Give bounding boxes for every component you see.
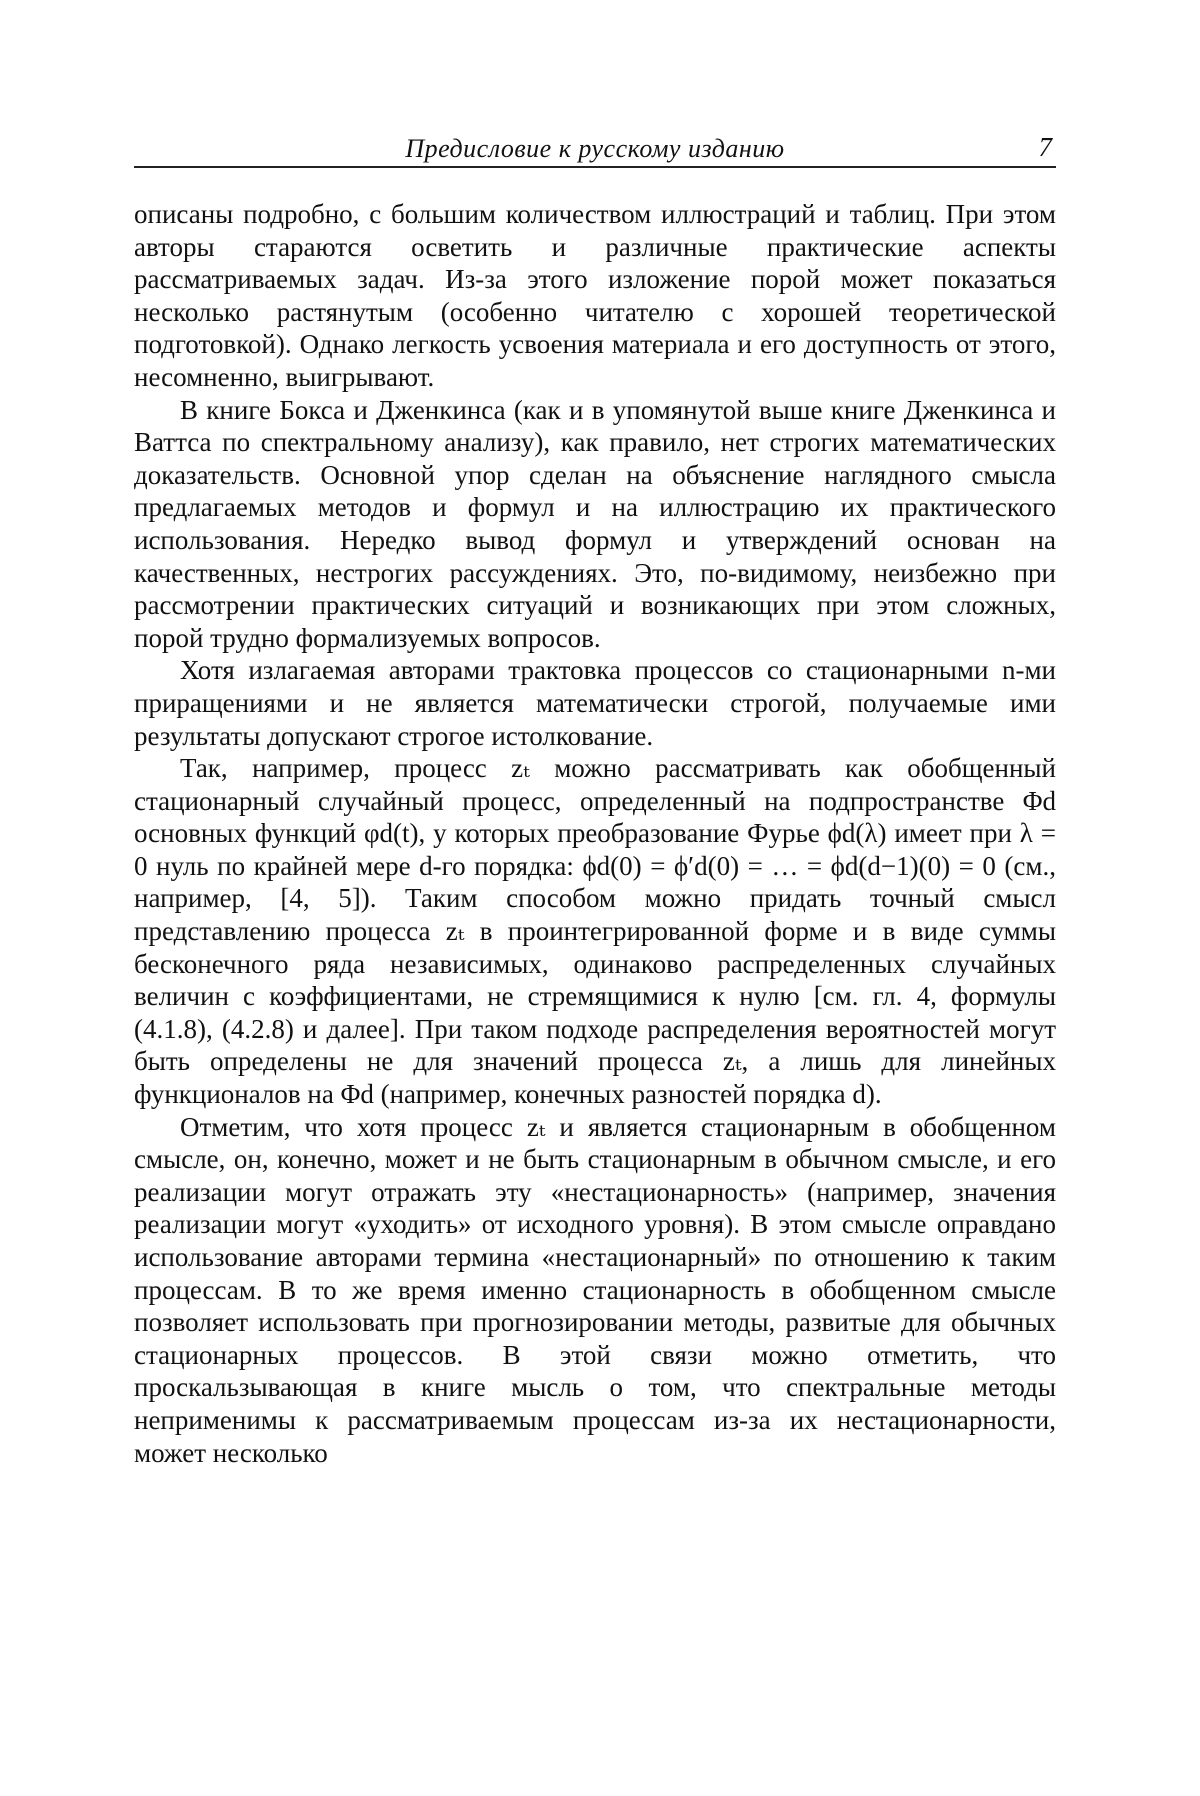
paragraph-4: Так, например, процесс zₜ можно рассматривать как обобщенный стационарный случайный процесс, определенный на подпространстве Φd основных функций φd(t), у которых преобразование Фурье ϕd(λ) имеет при λ = 0 нуль по крайней мере d-го порядка: ϕd(0) = ϕ′d(0) = … = ϕd(d−1)(0) = 0 (см., например, [4, 5]). Таким способом можно придать точный смысл представлению процесса zₜ в проинтегрированной форме и в виде суммы бесконечного ряда независимых, одинаково распределенных случайных величин с коэффициентами, не стремящимися к нулю [см. гл. 4, формулы (4.1.8), (4.2.8) и далее]. При таком подходе распределения вероятностей могут быть определены не для значений процесса zₜ, а лишь для линейных функционалов на Φd (например, конечных разностей порядка d). [134, 753, 1056, 1110]
page-number: 7 [1038, 132, 1052, 162]
paragraph-3: Хотя излагаемая авторами трактовка процессов со стационарными n-ми приращениями и не является математически строгой, получаемые ими результаты допускают строгое истолкование. [134, 655, 1056, 751]
paragraph-5: Отметим, что хотя процесс zₜ и является стационарным в обобщенном смысле, он, конечно, может и не быть стационарным в обычном смысле, и его реализации могут отражать эту «нестационарность» (например, значения реализации могут «уходить» от исходного уровня). В этом смысле оправдано использование авторами термина «нестационарный» по отношению к таким процессам. В то же время именно стационарность в обобщенном смысле позволяет использовать при прогнозировании методы, развитые для обычных стационарных процессов. В этой связи можно отметить, что проскальзывающая в книге мысль о том, что спектральные методы неприменимы к рассматриваемым процессам из-за их нестационарности, может несколько [134, 1111, 1056, 1468]
body-text [134, 198, 1056, 1469]
book-page [134, 130, 1056, 1469]
paragraph-2: В книге Бокса и Дженкинса (как и в упомянутой выше книге Дженкинса и Ваттса по спектральному анализу), как правило, нет строгих математических доказательств. Основной упор сделан на объяснение наглядного смысла предлагаемых методов и формул и на иллюстрацию их практического использования. Нередко вывод формул и утверждений основан на качественных, нестрогих рассуждениях. Это, по-видимому, неизбежно при рассмотрении практических ситуаций и возникающих при этом сложных, порой трудно формализуемых вопросов. [134, 394, 1056, 653]
running-title: Предисловие к русскому изданию [405, 134, 785, 163]
paragraph-1: описаны подробно, с большим количеством иллюстраций и таблиц. При этом авторы стараются осветить и различные практические аспекты рассматриваемых задач. Из-за этого изложение порой может показаться несколько растянутым (особенно читателю с хорошей теоретической подготовкой). Однако легкость усвоения материала и его доступность от этого, несомненно, выигрывают. [134, 199, 1056, 392]
running-head [134, 130, 1056, 168]
